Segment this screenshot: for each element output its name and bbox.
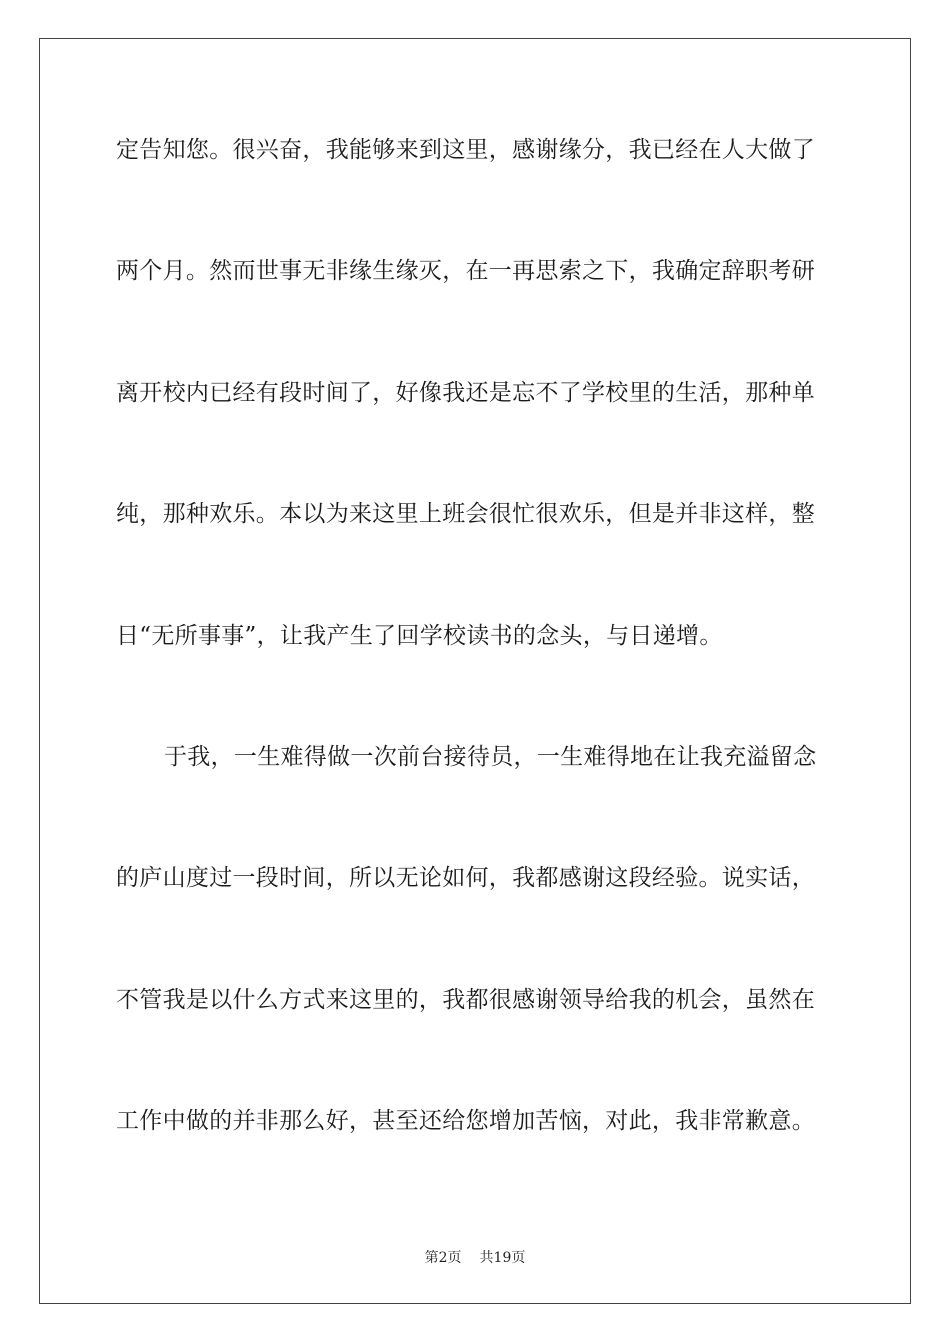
- page-footer: [0, 1247, 950, 1267]
- text-line: 两个月。然而世事无非缘生缘灭，在一再思索之下，我确定辞职考研: [116, 258, 815, 285]
- document-body: [116, 130, 836, 1223]
- text-line: 纯，那种欢乐。本以为来这里上班会很忙很欢乐，但是并非这样，整: [116, 501, 815, 528]
- text-line: 于我，一生难得做一次前台接待员，一生难得地在让我充溢留念: [164, 743, 817, 770]
- text-line: 不管我是以什么方式来这里的，我都很感谢领导给我的机会，虽然在: [116, 986, 815, 1013]
- text-line: 工作中做的并非那么好，甚至还给您增加苦恼，对此，我非常歉意。: [116, 1108, 815, 1135]
- text-line: 日“无所事事”，让我产生了回学校读书的念头，与日递增。: [116, 622, 723, 649]
- text-line: 离开校内已经有段时间了，好像我还是忘不了学校里的生活，那种单: [116, 379, 815, 406]
- text-line: 定告知您。很兴奋，我能够来到这里，感谢缘分，我已经在人大做了: [116, 137, 815, 163]
- page-number: 第2页: [424, 1250, 462, 1266]
- text-line: 的庐山度过一段时间，所以无论如何，我都感谢这段经验。说实话，: [116, 865, 815, 892]
- page-total: 共19页: [479, 1250, 526, 1266]
